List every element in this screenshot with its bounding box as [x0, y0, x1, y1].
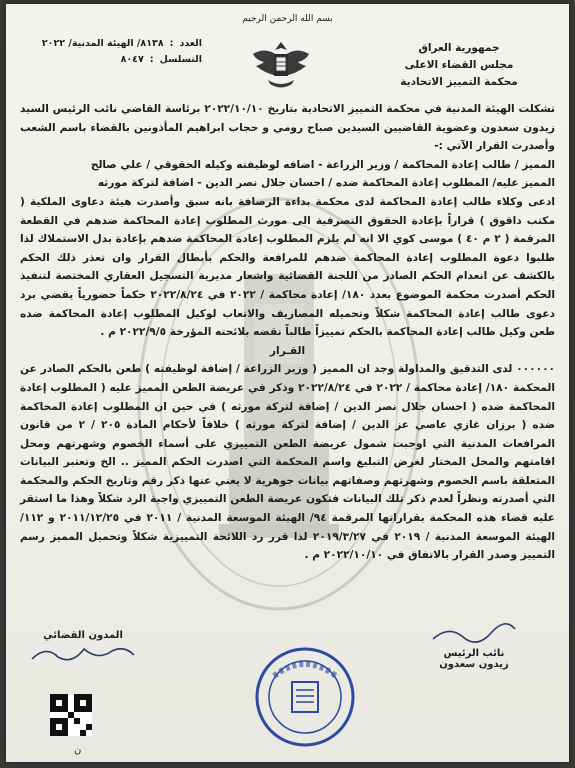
respondent-line: المميز عليه/ المطلوب إعادة المحاكمة ضده / احسان جلال نصر الدين - اضافة لتركة مورثه	[97, 177, 555, 190]
issuer-block	[379, 40, 539, 91]
basmala: بسم الله الرحمن الرحيم	[242, 14, 333, 24]
appellant-line: المميز / طالب إعادة المحاكمة / وزير الزراعة - اضافه لوظيفته وكيله الحقوقي / علي صالح	[90, 158, 555, 171]
iraq-eagle-emblem-icon	[248, 36, 314, 94]
issuer-line-court: محكمة التمييز الاتحادية	[400, 76, 518, 88]
court-seal-stamp	[254, 646, 356, 748]
decision-heading: القـرار	[269, 344, 306, 357]
issuer-line-country: جمهورية العراق	[418, 42, 500, 54]
clerk-title: المدون القضائي	[43, 630, 123, 641]
number-value: ٨١٣٨/ الهيئة المدنية/ ٢٠٢٢	[41, 38, 164, 49]
reference-block: العدد : ٨١٣٨/ الهيئة المدنية/ ٢٠٢٢ التسلسل : ٨٠٤٧	[32, 36, 202, 68]
page-mark: ن	[74, 745, 82, 756]
vice-president-name: زيدون سعدون	[439, 659, 509, 670]
handwritten-signature	[429, 623, 519, 645]
clerk-signature	[28, 630, 138, 670]
panel-paragraph: تشكلت الهيئة المدنية في محكمة التمييز الاتحادية بتاريخ ٢٠٢٢/١٠/١٠ برئاسة القاضي نائب الرئيس السيد زيدون سعدون وعضوية القاضيين السيدين صباح رومي و حجاب ابراهيم المأذونين بالقضاء باسم الشعب وأصدرت القرار الآتي :-	[20, 103, 555, 153]
claim-paragraph: ادعى وكلاء طالب إعادة المحاكمة لدى محكمة بداءة الرصافة بانه سبق وأصدرت هيئة دعاوى الملكية ( مكتب داقوق ) قراراً بإعادة الحقوق التصرفية الى مورث المطلوب إعادة المحاكمة ضدهم في القطعة المرقمة ( ٢ م ٤٠ ) موسى كوي الا انه لم يلزم المطلوب إعادة المحاكمة ضدهم بإعادة بدل الاستملاك لذا طلبوا دعوة المطلوب إعادة المحاكمة ضدهم للمرافعة والحكم بأبطال القرار وان تعذر ذلك الحكم بالكشف عن انعدام الحكم الصادر من اللجنة القضائية واشعار مديرية التسجيل العقاري المختصة لتنفيذ الحكم أصدرت محكمة الموضوع بعدد ١٨٠/ إعادة محاكمة / ٢٠٢٢ في ٢٠٢٢/٨/٢٤ حكماً حضورياً يقضي برد دعوى طالب إعادة المحاكمة شكلاً وتحميله المصاريف والاتعاب لوكيل المطلوب إعادة المحاكمة ضده طعن وكيل طالب إعادة المحاكمة بالحكم تمييزاً طالباً نقضه بلائحته المؤرخة ٢٠٢٢/٩/٥ م .	[20, 195, 556, 339]
qr-code-icon	[50, 694, 92, 736]
serial-label: التسلسل	[159, 54, 202, 65]
decision-body	[20, 100, 555, 565]
clerk-handwritten-signature	[28, 641, 138, 667]
number-label: العدد	[179, 38, 202, 49]
ruling-paragraph: ٠٠٠٠٠٠ لدى التدقيق والمداولة وجد ان المميز ( وزير الزراعة / إضافة لوظيفته ) طعن بالحكم الصادر عن المحكمة ١٨٠/ إعادة محاكمة / ٢٠٢٢ في ٢٠٢٢/٨/٢٤ وذكر في عريضة الطعن المميز عليه ( المطلوب إعادة المحاكمة ضده ( احسان جلال نصر الدين / إضافة لتركة مورثه ) في حين ان المطلوب إعادة المحاكمة ضده ( برزان غازي عاصي عز الدين / إضافة لتركة مورثه ) خلافاً لأحكام المادة ٢٠٥ / ٢ من قانون المرافعات المدنية التي اوجبت شمول عريضة الطعن التمييزي على أسماء الخصوم وشهرتهم ومحل اقامتهم والمحل المختار لغرض التبليغ واسم المحكمة التي اصدرت الحكم المميز .. الخ وتعتبر البيانات المتعلقة باسم الخصوم وشهرتهم وصفاتهم بيانات جوهرية لا يغني عنها ذكر رقم وتاريخ الحكم والمحكمة التي أصدرته ونظراً لعدم ذكر تلك البيانات فتكون عريضة الطعن التمييزي واجبة الرد شكلاً وهذا ما استقر عليه قضاء هذه المحكمة بقراراتها المرقمة ٩٤/ الهيئة الموسعة المدنية / ٢٠١١ في ٢٠١١/١٢/٢٥ و ١١٢/ الهيئة الموسعة المدنية / ٢٠١٩ في ٢٠١٩/٣/٢٧ لذا قرر رد اللائحة التمييزية شكلاً وتحميل المميز رسم التمييز وصدر القرار بالاتفاق في ٢٠٢٢/١٠/١٠ م .	[20, 363, 556, 562]
vice-president-title: نائب الرئيس	[443, 648, 505, 659]
vice-president-signature	[409, 623, 539, 670]
serial-value: ٨٠٤٧	[120, 54, 144, 65]
issuer-line-council: مجلس القضاء الاعلى	[404, 59, 514, 71]
court-decision-page	[6, 4, 569, 762]
